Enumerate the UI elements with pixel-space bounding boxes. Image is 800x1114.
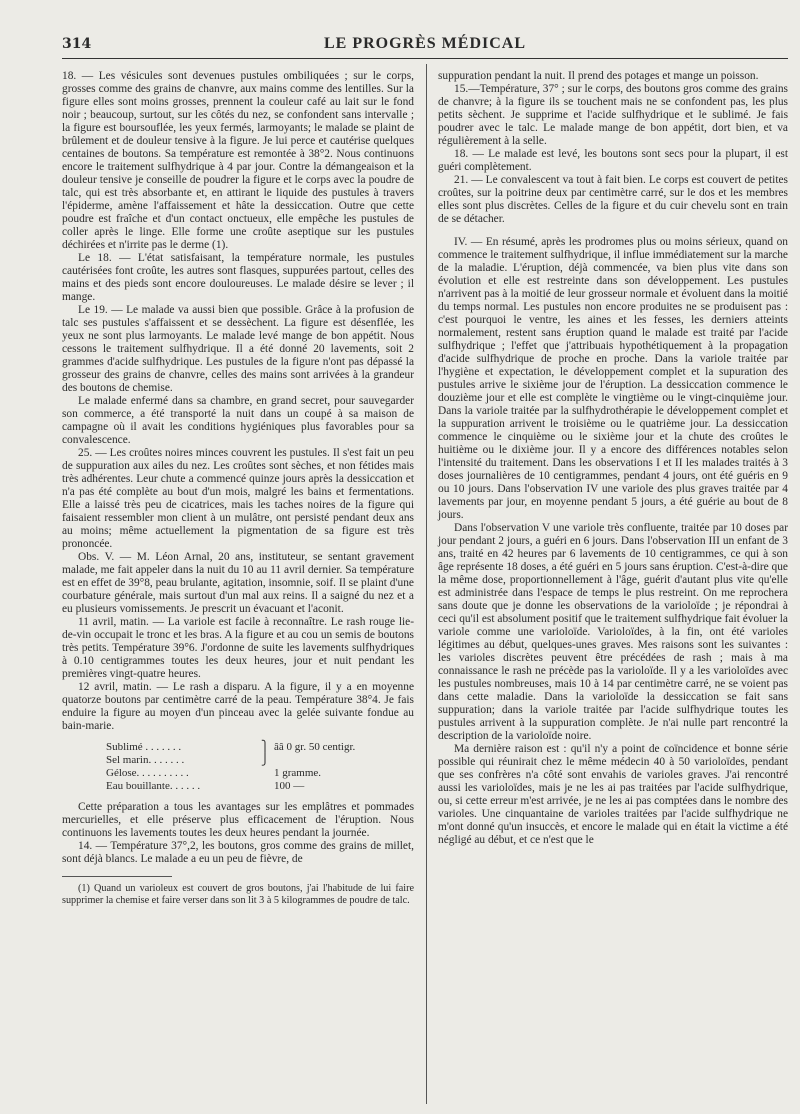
brace-glyph: ⎭ (260, 754, 270, 766)
recipe-ingredient: Sublimé . . . . . . . (106, 741, 182, 753)
paragraph: Ma dernière raison est : qu'il n'y a point de coïncidence et bonne série possible qui réunirait chez le même médecin 40 à 50 varioloïdes, pendant que ses confrères n'a côté sont envahis de varioles graves. J'ai rencontré aussi les varioloïdes, mais je ne les ai pas traitées par l'acide sulfhydrique, ou, si cette erreur m'est arrivée, je ne les ai pas comptées dans le nombre des varioles. Une cinquantaine de varioles traitées par l'acide sulfhydrique ne m'ont donné qu'un insuccès, et encore le malade qui en était la victime a été négligé au début, et ce n'est que le (438, 743, 788, 846)
paragraph: Obs. V. — M. Léon Arnal, 20 ans, instituteur, se sentant gravement malade, me fait appeler dans la nuit du 10 au 11 avril dernier. Sa température est en effet de 39°8, peau brulante, agitation, insomnie, soif. Il se plaint d'une courbature générale, mais surtout d'un mal aux reins. Il a saigné du nez et a eu plusieurs vomissements. Je prescrit un évacuant et l'aconit. (62, 551, 414, 615)
recipe-row (106, 767, 396, 780)
paragraph: 15.—Température, 37° ; sur le corps, des boutons gros comme des grains de chanvre; à la figure ils se touchent mais ne se confondent pas, les plus petits sèchent. Je supprime et l'acide sulfhydrique et le sublimé. Je fais poudrer avec le talc. Le malade mange de bon appétit, dort bien, et va régulièrement à la selle. (438, 83, 788, 147)
right-column (438, 70, 788, 847)
paragraph: 14. — Température 37°,2, les boutons, gros comme des grains de millet, sont déjà blancs. Le malade a eu un peu de fièvre, de (62, 840, 414, 865)
left-column (62, 70, 414, 907)
page-number: 314 (62, 36, 92, 52)
column-divider (426, 64, 427, 1104)
recipe-row (106, 780, 396, 793)
recipe-table (106, 741, 396, 793)
journal-title: LE PROGRÈS MÉDICAL (323, 35, 527, 52)
paragraph: 18. — Le malade est levé, les boutons sont secs pour la plupart, il est guéri complètement. (438, 148, 788, 173)
recipe-ingredient: Sel marin. . . . . . . (106, 754, 185, 766)
recipe-row (106, 741, 396, 754)
recipe-amount: 100 — (274, 780, 305, 792)
recipe-amount: 1 gramme. (274, 767, 322, 779)
paragraph: 21. — Le convalescent va tout à fait bien. Le corps est couvert de petites croûtes, sur la poitrine deux par centimètre carré, sur le dos et les membres elles sont plus discrètes. Celles de la figure et du cuir chevelu sont en train de se détacher. (438, 174, 788, 225)
page-header (62, 34, 788, 56)
brace-glyph: ⎫ (260, 741, 270, 753)
paragraph: Dans l'observation V une variole très confluente, traitée par 10 doses par jour pendant 2 jours, a guéri en 6 jours. Dans l'observation III un enfant de 3 ans, traité en 42 heures par 6 lavements de 10 centigrammes, ce qui à son âge représente 18 doses, a été guéri en 5 jours sans éruption. C'est-à-dire que la même dose, proportionnellement à l'âge, guérit d'autant plus vite qu'elle est administrée dans l'espace de temps le plus restreint. On me reprochera sans doute que je donne les observations de la varioloïde ; je répondrai à ceci qu'il est absolument positif que le traitement sulfhydrique fait évoluer la variole comme une varioloïde. Varioloïdes, à la fin, ont été varioles légitimes au début, quelques-unes graves. Mes raisons sont les suivantes : les varioles discrètes peuvent être précédées de rash ; mais à ma connaissance le rash ne précède pas la varioloïde. Il y a les varioloïdes avec les pustules nombreuses, mais 10 à 14 par centimètre carré, ne se voient pas dans cette maladie. Dans la varioloïde la dessiccation se fait sans suppuration; dans la variole traitée par l'acide sulfhydrique toutes les pustules arrivent à la suppuration complète. Je n'ai nulle part rencontré la description de la varioloïde noire. (438, 522, 788, 742)
paragraph: Le 18. — L'état satisfaisant, la température normale, les pustules cautérisées font croûte, les autres sont flasques, suppurées partout, celles des mains et des pieds sont encore douloureuses. Le malade désire se lever ; il mange. (62, 252, 414, 303)
footnote-rule (62, 876, 172, 877)
recipe-ingredient: Gélose. . . . . . . . . . (106, 767, 189, 779)
recipe-row (106, 754, 396, 767)
recipe-amount (274, 754, 396, 767)
section-paragraph: IV. — En résumé, après les prodromes plus ou moins sérieux, quand on commence le traitement sulfhydrique, il influe immédiatement sur la marche de la maladie. L'éruption, déjà commencée, va bien plus vite dans son évolution et elle est restreinte dans son développement. Les pustules n'arrivent pas à la moitié de leur grosseur normale et évoluent dans la moitié du temps normal. Les pustules non encore produites ne se produisent pas : c'est pourquoi le ventre, les aines et les fesses, les derniers atteints normalement, restent sans éruption quand le malade est traité par l'acide sulfhydrique ; l'effet que j'attribuais hypothétiquement à la propagation d'acide sulfhydrique de proche en proche. Dans la variole traitée par l'hygiène et expectation, le développement complet et la supuration des pustules arrive le sixième jour de l'éruption. La dessiccation commence le douzième jour et elle est complète le vingtième ou le vingt-cinquième jour. Dans la variole traitée par la sulfhydrothérapie le développement complet et la suppuration arrivent le troisième ou le quatrième jour. La dessiccation commence le cinquième ou le sixième jour et la chute des croûtes le huitième ou le dixième jour. Il y a encore des différences notables selon l'intensité du traitement. Dans les observations I et II les malades traités à 3 doses journalières de 10 centigrammes, pendant 4 jours, ont été guéris en 9 ou 10 jours. Dans l'observation IV une variole des plus graves traitée par 4 lavements par jour, en moyenne pendant 5 jours, a été guérie au bout de 8 jours. (438, 236, 788, 521)
recipe-ingredient: Eau bouillante. . . . . . (106, 780, 201, 792)
paragraph: 18. — Les vésicules sont devenues pustules ombiliquées ; sur le corps, grosses comme des grains de chanvre, aux mains comme des lentilles. Sur la figure elles sont moins grosses, prennent la couleur café au lait sur le fond noir ; beaucoup, surtout, sur les côtés du nez, se confondent sans intervalle ; la figure est boursouflée, les yeux fermés, larmoyants; le malade se plaint de brûlement et de douleur tensive à la figure. Je lui perce et cautérise quelques centaines de boutons. Sa température est remontée à 38°2. Nous continuons encore le traitement sulfhydrique à 4 par jour. Contre la démangeaison et la douleur tensive je conseille de poudrer la figure et le corps avec la poudre de talc, qui est très absorbante et, en attirant le liquide des pustules à travers l'épiderme, amène l'affaissement et hâte la dessiccation. Outre que cette poudre est fraîche et d'un contact onctueux, elle empêche les pustules de coller après le linge. Elle forme une croûte aseptique sur les pustules déchirées et n'irrite pas le derme (1). (62, 70, 414, 251)
header-rule (62, 58, 788, 59)
paragraph: Le malade enfermé dans sa chambre, en grand secret, pour sauvegarder son commerce, a été transporté la nuit dans un coupé à sa maison de campagne où il avait les conditions hygiéniques plus favorables pour sa convalescence. (62, 395, 414, 446)
paragraph: 11 avril, matin. — La variole est facile à reconnaître. Le rash rouge lie-de-vin occupait le tronc et les bras. A la figure et au cou un semis de boutons très petits. Température 39°6. J'ordonne de suite les lavements sulfhydriques à 0.10 centigrammes toutes les deux heures, jour et nuit pendant les premières vingt-quatre heures. (62, 616, 414, 680)
footnote: (1) Quand un varioleux est couvert de gros boutons, j'ai l'habitude de lui faire supprimer la chemise et faire verser dans son lit 3 à 5 kilogrammes de poudre de talc. (62, 883, 414, 906)
paragraph: 12 avril, matin. — Le rash a disparu. A la figure, il y a en moyenne quatorze boutons par centimètre carré de la peau. Température 38°4. Je fais enduire la figure au moyen d'un pinceau avec la gelée suivante fondue au bain-marie. (62, 681, 414, 732)
paragraph: Le 19. — Le malade va aussi bien que possible. Grâce à la profusion de talc ses pustules s'affaissent et se dessèchent. La figure est désenflée, les yeux ne sont plus larmoyants. Le malade levé mange de bon appétit. Nous cessons le traitement sulfhydrique. Il a été donné 20 lavements, soit 2 grammes d'acide sulfhydrique. Les pustules de la figure n'ont pas dépassé la grosseur des grains de chanvre, celles des mains sont arrivées à la grandeur des boutons de chemise. (62, 304, 414, 394)
paragraph: suppuration pendant la nuit. Il prend des potages et mange un poisson. (438, 70, 759, 82)
paragraph: 25. — Les croûtes noires minces couvrent les pustules. Il s'est fait un peu de suppuration aux ailes du nez. Les croûtes sont sèches, et non fétides mais très adhérentes. Leur chute a commencé quinze jours après la dessiccation et n'a pas été complète au bout d'un mois, malgré les bains et fermentations. Elle a laissé très peu de cicatrices, mais les taches noires de la figure qui faisaient ressembler mon client à un mulâtre, ont persisté pendant deux ans au moins; même actuellement la pigmentation de sa figure est très prononcée. (62, 447, 414, 550)
recipe-amount: ââ 0 gr. 50 centigr. (274, 741, 356, 753)
paragraph: Cette préparation a tous les avantages sur les emplâtres et pommades mercurielles, et elle préserve plus efficacement de l'éruption. Nous continuons les lavements toutes les deux heures pendant la journée. (62, 801, 414, 839)
